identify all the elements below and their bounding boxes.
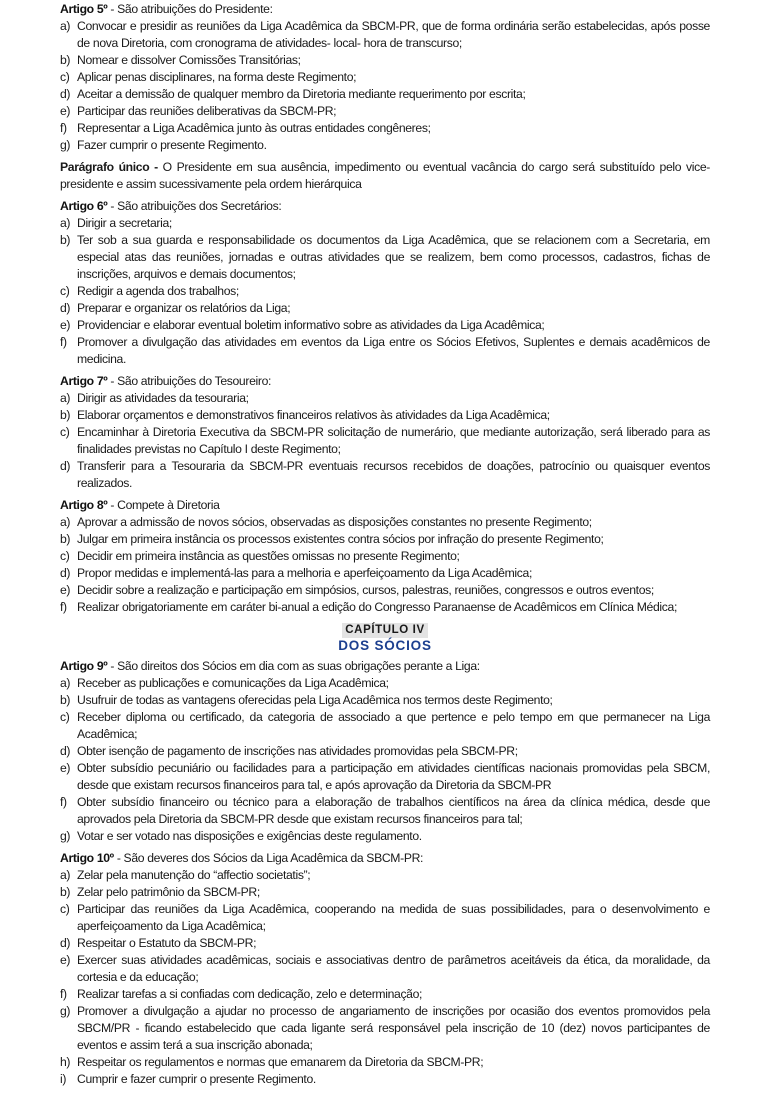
item-letter: a) [60, 515, 71, 529]
item-text: Preparar e organizar os relatórios da Liga; [77, 301, 291, 315]
article-items [60, 867, 710, 1088]
item-letter: g) [60, 829, 71, 843]
item-text: Promover a divulgação das atividades em eventos da Liga entre os Sócios Efetivos, Suplentes e demais acadêmicos de medicina. [77, 335, 710, 366]
list-item [60, 548, 710, 565]
article-heading-text: - São atribuições do Tesoureiro: [107, 374, 272, 388]
chapter-header [60, 621, 710, 654]
paragrafo-unico [60, 159, 710, 193]
article-heading [60, 497, 710, 514]
article-7 [60, 373, 710, 492]
item-text: Participar das reuniões da Liga Acadêmica, cooperando na medida de suas possibilidades, para o desenvolvimento e aperfeiçoamento da Liga Acadêmica; [77, 902, 710, 933]
item-text: Realizar tarefas a si confiadas com dedicação, zelo e determinação; [77, 987, 423, 1001]
item-text: Aceitar a demissão de qualquer membro da Diretoria mediante requerimento por escrita; [77, 87, 526, 101]
article-heading-text: - São atribuições dos Secretários: [107, 199, 282, 213]
article-heading [60, 1, 710, 18]
list-item [60, 675, 710, 692]
list-item [60, 828, 710, 845]
item-text: Participar das reuniões deliberativas da SBCM-PR; [77, 104, 337, 118]
article-8 [60, 497, 710, 616]
list-item [60, 531, 710, 548]
list-item [60, 582, 710, 599]
paragraph-text: O Presidente em sua ausência, impedimento ou eventual vacância do cargo será substituído pelo vice-presidente e assim sucessivamente pela ordem hierárquica [60, 160, 710, 191]
item-text: Promover a divulgação a ajudar no processo de angariamento de inscrições por ocasião dos eventos promovidos pela SBCM/PR - ficando estabelecido que cada ligante será responsável pela inscrição de 10 (dez) novos participantes de eventos e assim terá a sua inscrição abonada; [77, 1004, 710, 1052]
item-text: Dirigir a secretaria; [77, 216, 172, 230]
item-text: Convocar e presidir as reuniões da Liga Acadêmica da SBCM-PR, que de forma ordinária serão estabelecidas, após posse de nova Diretoria, com cronograma de atividades- local- hora de transcurso; [77, 19, 710, 50]
list-item [60, 599, 710, 616]
item-text: Ter sob a sua guarda e responsabilidade os documentos da Liga Acadêmica, que se relacionem com a Secretaria, em especial atas das reuniões, jornadas e outras atividades que se realizem, bem como processos, cadastros, fichas de inscrições, arquivos e demais documentos; [77, 233, 710, 281]
item-letter: g) [60, 1004, 71, 1018]
item-letter: f) [60, 795, 67, 809]
item-letter: a) [60, 676, 71, 690]
article-label: Artigo 6º [60, 199, 108, 213]
item-letter: f) [60, 335, 67, 349]
list-item [60, 18, 710, 52]
chapter-title: DOS SÓCIOS [338, 638, 432, 653]
item-text: Obter isenção de pagamento de inscrições nas atividades promovidas pela SBCM-PR; [77, 744, 518, 758]
item-text: Representar a Liga Acadêmica junto às outras entidades congêneres; [77, 121, 431, 135]
item-letter: b) [60, 532, 71, 546]
list-item [60, 952, 710, 986]
article-6 [60, 198, 710, 368]
item-text: Receber diploma ou certificado, da categoria de associado a que pertence e pelo tempo em que permanecer na Liga Acadêmica; [77, 710, 710, 741]
item-text: Usufruir de todas as vantagens oferecidas pela Liga Acadêmica nos termos deste Regimento; [77, 693, 553, 707]
list-item [60, 86, 710, 103]
item-letter: c) [60, 70, 70, 84]
item-text: Encaminhar à Diretoria Executiva da SBCM-PR solicitação de numerário, que mediante autorização, será liberado para as finalidades previstas no Capítulo I deste Regimento; [77, 425, 710, 456]
list-item [60, 935, 710, 952]
item-letter: i) [60, 1072, 67, 1086]
item-text: Decidir sobre a realização e participação em simpósios, cursos, palestras, reuniões, congressos e outros eventos; [77, 583, 654, 597]
item-letter: e) [60, 318, 71, 332]
item-text: Zelar pelo patrimônio da SBCM-PR; [77, 885, 260, 899]
list-item [60, 794, 710, 828]
item-letter: b) [60, 233, 71, 247]
item-letter: b) [60, 693, 71, 707]
item-text: Decidir em primeira instância as questões omissas no presente Regimento; [77, 549, 460, 563]
item-letter: b) [60, 53, 71, 67]
item-text: Obter subsídio financeiro ou técnico para a elaboração de trabalhos científicos na área da clínica médica, desde que aprovados pela Diretoria da SBCM-PR desde que existam recursos financeiros para tal; [77, 795, 710, 826]
item-text: Zelar pela manutenção do “affectio societatis”; [77, 868, 311, 882]
item-letter: d) [60, 936, 71, 950]
chapter-number: CAPÍTULO IV [342, 623, 427, 638]
list-item [60, 334, 710, 368]
item-text: Dirigir as atividades da tesouraria; [77, 391, 249, 405]
article-label: Artigo 7º [60, 374, 108, 388]
article-heading-text: - São deveres dos Sócios da Liga Acadêmica da SBCM-PR: [113, 851, 424, 865]
article-items [60, 215, 710, 368]
list-item [60, 1071, 710, 1088]
item-letter: a) [60, 216, 71, 230]
item-text: Propor medidas e implementá-las para a melhoria e aperfeiçoamento da Liga Acadêmica; [77, 566, 532, 580]
item-text: Realizar obrigatoriamente em caráter bi-anual a edição do Congresso Paranaense de Acadêmicos em Clínica Médica; [77, 600, 677, 614]
list-item [60, 565, 710, 582]
article-heading [60, 850, 710, 867]
article-heading-text: - São direitos dos Sócios em dia com as suas obrigações perante a Liga: [107, 659, 480, 673]
list-item [60, 317, 710, 334]
item-text: Votar e ser votado nas disposições e exigências deste regulamento. [77, 829, 422, 843]
article-heading-text: - Compete à Diretoria [107, 498, 220, 512]
list-item [60, 424, 710, 458]
item-text: Obter subsídio pecuniário ou facilidades para a participação em atividades científicas nacionais promovidas pela SBCM, desde que existam recursos financeiros para tal, e após aprovação da Diretoria da SBCM-PR [77, 761, 710, 792]
article-heading [60, 373, 710, 390]
item-text: Respeitar os regulamentos e normas que emanarem da Diretoria da SBCM-PR; [77, 1055, 484, 1069]
article-label: Artigo 5º [60, 2, 108, 16]
list-item [60, 514, 710, 531]
item-text: Receber as publicações e comunicações da Liga Acadêmica; [77, 676, 389, 690]
item-letter: f) [60, 121, 67, 135]
item-text: Elaborar orçamentos e demonstrativos financeiros relativos às atividades da Liga Acadêmica; [77, 408, 550, 422]
item-letter: c) [60, 902, 70, 916]
list-item [60, 215, 710, 232]
list-item [60, 1054, 710, 1071]
list-item [60, 103, 710, 120]
list-item [60, 760, 710, 794]
item-letter: d) [60, 744, 71, 758]
item-letter: e) [60, 761, 71, 775]
item-letter: f) [60, 600, 67, 614]
article-label: Artigo 8º [60, 498, 108, 512]
item-text: Providenciar e elaborar eventual boletim informativo sobre as atividades da Liga Acadêmica; [77, 318, 545, 332]
item-letter: h) [60, 1055, 71, 1069]
item-letter: g) [60, 138, 71, 152]
list-item [60, 407, 710, 424]
paragraph-label: Parágrafo único - [60, 160, 158, 174]
item-letter: e) [60, 583, 71, 597]
item-text: Exercer suas atividades acadêmicas, sociais e associativas dentro de parâmetros aceitáveis da ética, da moralidade, da cortesia e da educação; [77, 953, 710, 984]
item-letter: f) [60, 987, 67, 1001]
item-text: Redigir a agenda dos trabalhos; [77, 284, 239, 298]
list-item [60, 901, 710, 935]
list-item [60, 743, 710, 760]
article-items [60, 514, 710, 616]
list-item [60, 69, 710, 86]
list-item [60, 52, 710, 69]
list-item [60, 884, 710, 901]
list-item [60, 1003, 710, 1054]
item-text: Transferir para a Tesouraria da SBCM-PR eventuais recursos recebidos de doações, patrocínio ou quaisquer eventos realizados. [77, 459, 710, 490]
item-letter: b) [60, 408, 71, 422]
article-heading-text: - São atribuições do Presidente: [107, 2, 273, 16]
article-label: Artigo 10º [60, 851, 114, 865]
item-letter: b) [60, 885, 71, 899]
item-text: Respeitar o Estatuto da SBCM-PR; [77, 936, 257, 950]
list-item [60, 283, 710, 300]
article-heading [60, 198, 710, 215]
item-letter: c) [60, 284, 70, 298]
item-letter: c) [60, 710, 70, 724]
list-item [60, 137, 710, 154]
list-item [60, 709, 710, 743]
item-text: Nomear e dissolver Comissões Transitórias; [77, 53, 301, 67]
item-letter: e) [60, 104, 71, 118]
item-text: Aplicar penas disciplinares, na forma deste Regimento; [77, 70, 357, 84]
article-items [60, 675, 710, 845]
list-item [60, 986, 710, 1003]
list-item [60, 867, 710, 884]
item-letter: d) [60, 566, 71, 580]
item-letter: a) [60, 868, 71, 882]
article-5 [60, 1, 710, 154]
item-text: Cumprir e fazer cumprir o presente Regimento. [77, 1072, 316, 1086]
item-letter: c) [60, 425, 70, 439]
article-heading [60, 658, 710, 675]
list-item [60, 458, 710, 492]
item-text: Aprovar a admissão de novos sócios, observadas as disposições constantes no presente Regimento; [77, 515, 592, 529]
list-item [60, 232, 710, 283]
list-item [60, 120, 710, 137]
list-item [60, 390, 710, 407]
list-item [60, 300, 710, 317]
item-letter: d) [60, 459, 71, 473]
item-letter: e) [60, 953, 71, 967]
item-text: Fazer cumprir o presente Regimento. [77, 138, 267, 152]
article-items [60, 390, 710, 492]
article-10 [60, 850, 710, 1088]
item-letter: a) [60, 19, 71, 33]
document-page [60, 1, 710, 1093]
article-9 [60, 658, 710, 845]
article-label: Artigo 9º [60, 659, 108, 673]
list-item [60, 692, 710, 709]
item-letter: d) [60, 87, 71, 101]
item-letter: d) [60, 301, 71, 315]
item-text: Julgar em primeira instância os processos existentes contra sócios por infração do presente Regimento; [77, 532, 604, 546]
article-items [60, 18, 710, 154]
item-letter: a) [60, 391, 71, 405]
item-letter: c) [60, 549, 70, 563]
